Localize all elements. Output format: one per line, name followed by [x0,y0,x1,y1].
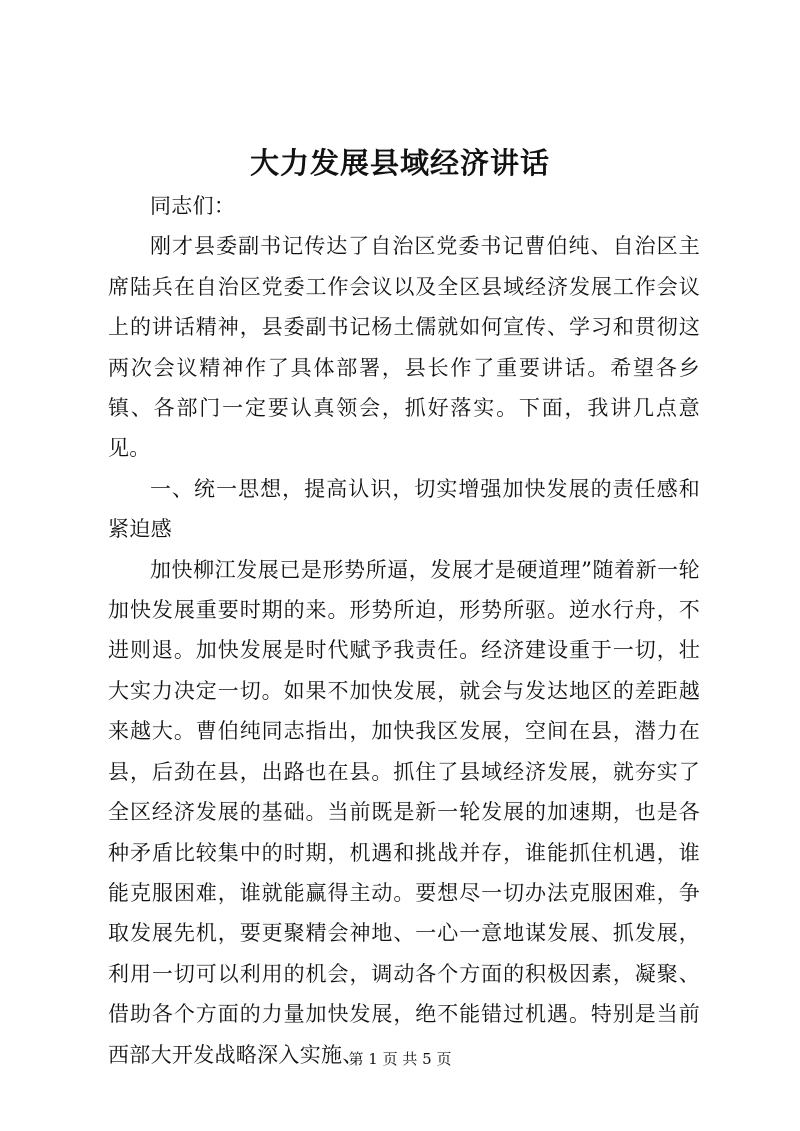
paragraph-section-1: 加快柳江发展已是形势所逼，发展才是硬道理”随着新一轮加快发展重要时期的来。形势所迫，形势所驱。逆水行舟，不进则退。加快发展是时代赋予我责任。经济建设重于一切，壮大实力决定一切。如果不加快发展，就会与发达地区的差距越来越大。曹伯纯同志指出，加快我区发展，空间在县，潜力在县，后劲在县，出路也在县。抓住了县域经济发展，就夯实了全区经济发展的基础。当前既是新一轮发展的加速期，也是各种矛盾比较集中的时期，机遇和挑战并存，谁能抓住机遇，谁能克服困难，谁就能赢得主动。要想尽一切办法克服困难，争取发展先机，要更聚精会神地、一心一意地谋发展、抓发展，利用一切可以利用的机会，调动各个方面的积极因素，凝聚、借助各个方面的力量加快发展，绝不能错过机遇。特别是当前西部大开发战略深入实施、 [108,557,700,1067]
section-heading-1: 一、统一思想，提高认识，切实增强加快发展的责任感和紧迫感 [108,476,700,542]
document-body [108,186,700,1075]
page-footer [0,1049,800,1069]
page-number-label: 第 1 页 共 5 页 [348,1050,452,1068]
document-title: 大力发展县域经济讲话 [249,146,550,180]
salutation: 同志们： [150,194,236,218]
paragraph-intro: 刚才县委副书记传达了自治区党委书记曹伯纯、自治区主席陆兵在自治区党委工作会议以及全区县域经济发展工作会议上的讲话精神，县委副书记杨土儒就如何宣传、学习和贯彻这两次会议精神作了具体部署，县长作了重要讲话。希望各乡镇、各部门一定要认真领会，抓好落实。下面，我讲几点意见。 [108,234,700,461]
